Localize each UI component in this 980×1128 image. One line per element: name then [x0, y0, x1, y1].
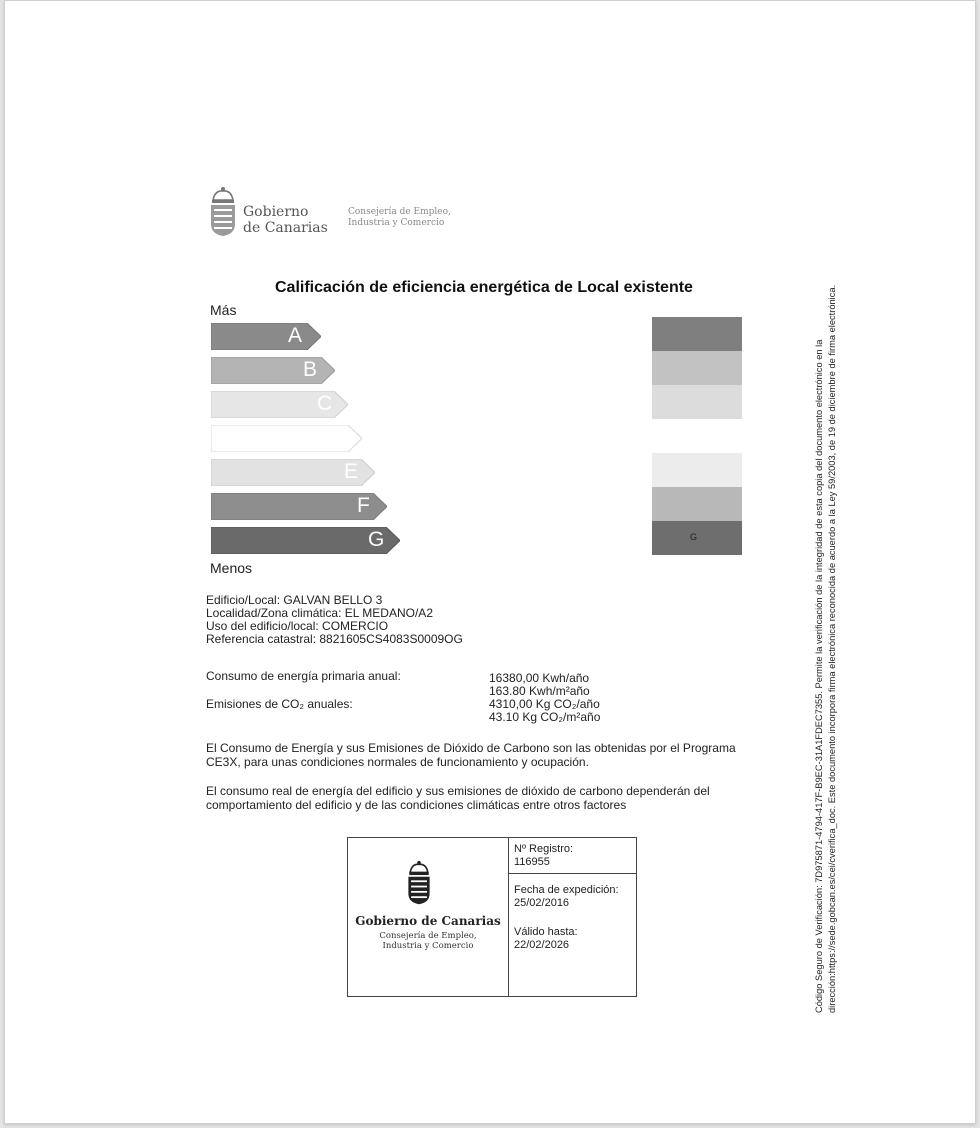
coat-of-arms-icon [207, 186, 239, 238]
building-location: Localidad/Zona climática: EL MEDANO/A2 [206, 606, 433, 620]
coat-of-arms-icon [404, 860, 434, 906]
expedicion-label: Fecha de expedición: [514, 884, 619, 896]
stamp-brand-name: Gobierno de Canarias [355, 914, 501, 928]
registro-value: 116955 [514, 856, 550, 868]
verification-note: Código Seguro de Verificación: 7D975871-4794-417F-B9EC-31A1FDEC7355. Permite la verificación de la integridad de esta copia del documento electrónico en la dirección:https://sede.gobcan.es/cei/cverifica_doc. Este documento incorpora firma electrónica reconocida de acuerdo a la Ley 59/2003, de 19 de diciembre de firma electrónica. [814, 284, 837, 1013]
valido-label: Válido hasta: [514, 926, 578, 938]
consumption-value-per-m2: 163.80 Kwh/m²año [489, 684, 590, 698]
scale-top-label: Más [210, 302, 237, 318]
document-title: Calificación de eficiencia energética de Local existente [275, 279, 693, 296]
bar-letter-c: C [317, 392, 333, 415]
registro-label: Nº Registro: [514, 843, 574, 855]
note-paragraph-2: El consumo real de energía del edificio y sus emisiones de dióxido de carbono dependerán del comportamiento del edificio y de las condiciones climáticas entre otros factores [206, 784, 710, 812]
note-paragraph-1: El Consumo de Energía y sus Emisiones de Dióxido de Carbono son las obtenidas por el Programa CE3X, para unas condiciones normales de funcionamiento y ocupación. [206, 741, 736, 769]
brand-name: Gobierno de Canarias [243, 204, 328, 236]
energy-bar-f [211, 493, 387, 520]
emissions-value-annual: 4310,00 Kg CO₂/año [489, 697, 600, 711]
bar-letter-e: E [344, 460, 359, 483]
rating-cell-c [652, 385, 742, 419]
bar-letter-f: F [357, 494, 370, 517]
emissions-label: Emisiones de CO₂ anuales: [206, 697, 353, 711]
bar-shape [211, 425, 362, 452]
energy-bar-g [211, 527, 400, 554]
bar-letter-a: A [288, 324, 303, 347]
rating-cell-b [652, 351, 742, 385]
registration-stamp [347, 837, 637, 997]
rating-value: G [690, 532, 698, 542]
stamp-row-divider [508, 873, 636, 874]
cadastral-reference: Referencia catastral: 8821605CS4083S0009OG [206, 632, 463, 646]
bar-letter-b: B [303, 358, 318, 381]
consumption-label: Consumo de energía primaria anual: [206, 669, 401, 683]
department-name: Consejería de Empleo, Industria y Comercio [348, 207, 451, 228]
consumption-value-annual: 16380,00 Kwh/año [489, 671, 590, 685]
stamp-divider [508, 838, 509, 996]
rating-cell-g [652, 521, 742, 555]
scale-bottom-label: Menos [210, 560, 253, 576]
rating-cell-e [652, 453, 742, 487]
rating-cell-a [652, 317, 742, 351]
emissions-value-per-m2: 43.10 Kg CO₂/m²año [489, 710, 601, 724]
energy-bar-e [211, 459, 375, 486]
rating-cell-f [652, 487, 742, 521]
energy-bar-b [211, 357, 335, 384]
energy-bar-c [211, 391, 348, 418]
building-use: Uso del edificio/local: COMERCIO [206, 619, 389, 633]
valido-value: 22/02/2026 [514, 939, 570, 951]
building-name: Edificio/Local: GALVAN BELLO 3 [206, 593, 383, 607]
rating-cell-d [652, 419, 742, 453]
document-page [4, 0, 976, 1124]
expedicion-value: 25/02/2016 [514, 897, 570, 909]
stamp-department: Consejería de Empleo, Industria y Comercio [379, 931, 477, 951]
energy-bar-a [211, 323, 321, 350]
bar-letter-g: G [368, 528, 385, 551]
bar-shape [211, 323, 321, 350]
energy-bar-d [211, 425, 362, 452]
